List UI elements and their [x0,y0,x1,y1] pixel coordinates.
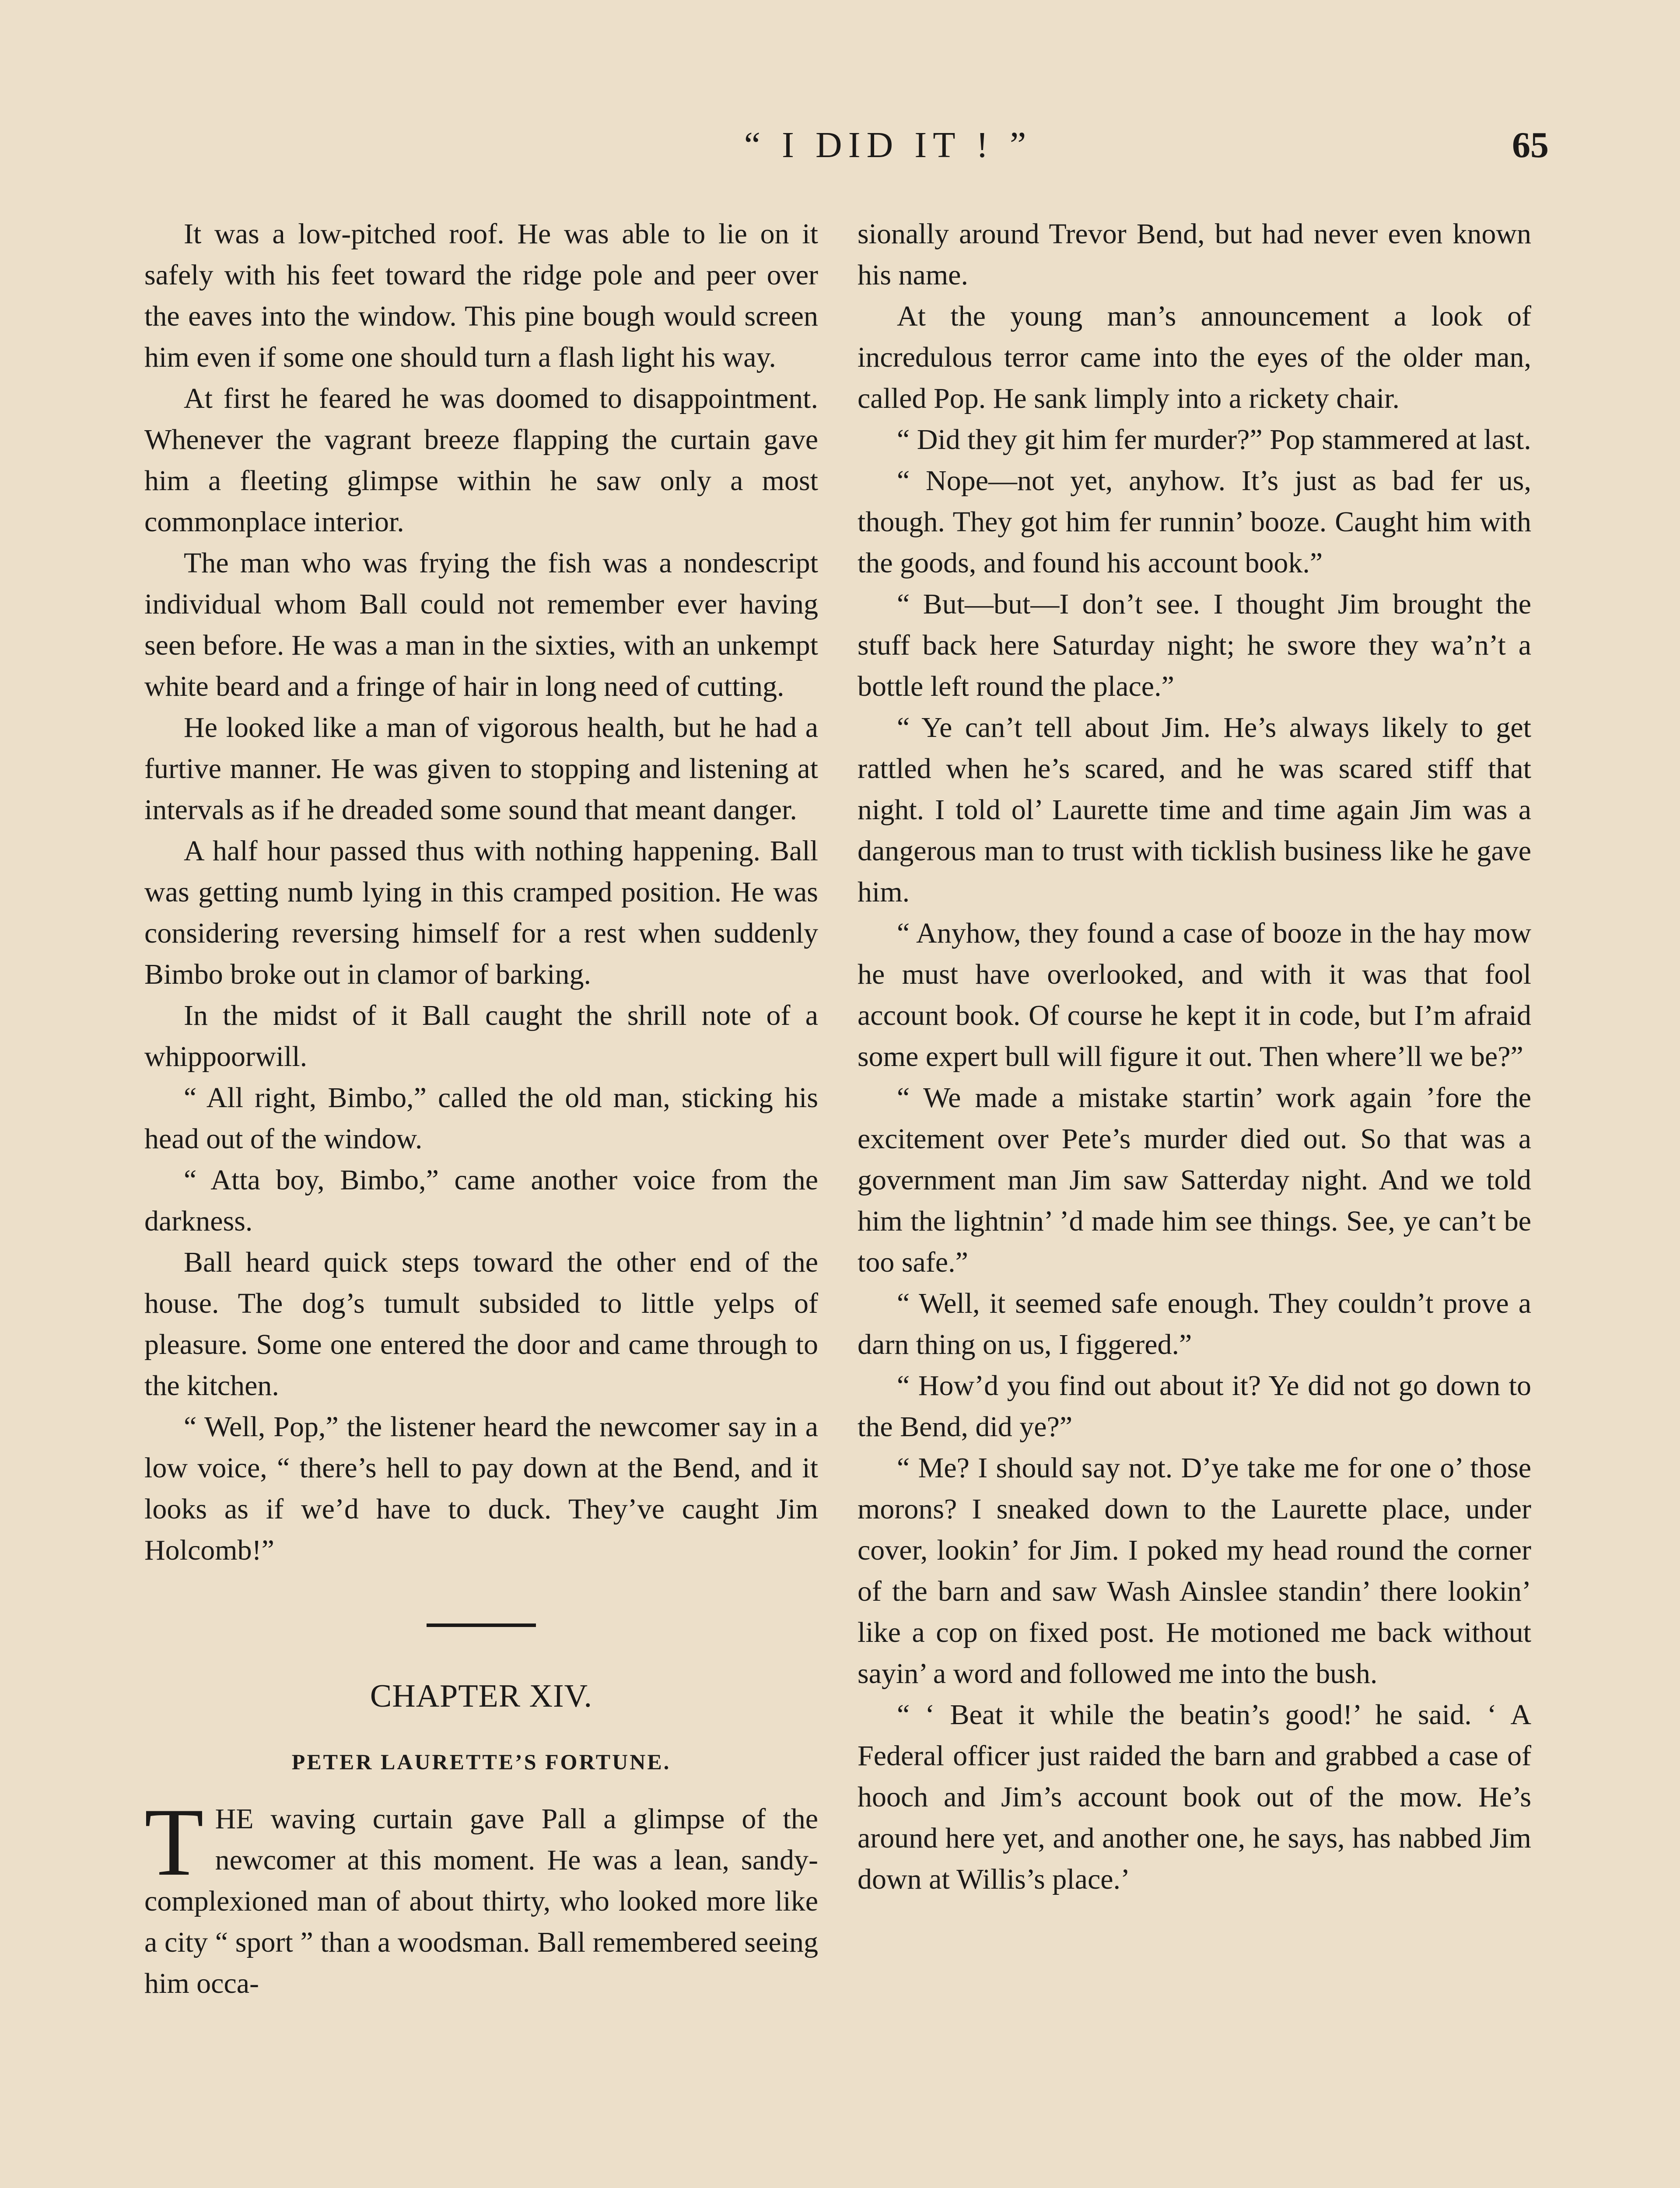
paragraph: “ But—but—I don’t see. I thought Jim brought the stuff back here Saturday night; he swore they wa’n’t a bottle left round the place.” [858,588,1531,702]
paragraph: “ Nope—not yet, anyhow. It’s just as bad fer us, though. They got him fer runnin’ booze. Caught him with the goods, and found his account book.” [858,465,1531,579]
section-divider [427,1623,536,1627]
paragraph: “ Did they git him fer murder?” Pop stammered at last. [897,424,1531,456]
paragraph: He looked like a man of vigorous health, but he had a furtive manner. He was given to stopping and listening at intervals as if he dreaded some sound that meant danger. [144,712,818,826]
paragraph: “ Well, it seemed safe enough. They couldn’t prove a darn thing on us, I figgered.” [858,1287,1531,1360]
paragraph: “ Atta boy, Bimbo,” came another voice from the darkness. [144,1164,818,1237]
paragraph: “ Well, Pop,” the listener heard the newcomer say in a low voice, “ there’s hell to pay down at the Bend, and it looks as if we’d have to duck. They’ve caught Jim Holcomb!” [144,1411,818,1566]
chapter-opening-text: HE waving curtain gave Pall a glimpse of the newcomer at this moment. He was a lean, sandy-complexioned man of about thirty, who looked more like a city “ sport ” than a woodsman. Ball remembered seeing him occa- [144,1803,818,1999]
paragraph: “ All right, Bimbo,” called the old man, sticking his head out of the window. [144,1082,818,1155]
drop-cap: T [144,1788,204,1896]
chapter-opening-paragraph [144,1788,818,2004]
paragraph: “ ‘ Beat it while the beatin’s good!’ he said. ‘ A Federal officer just raided the barn and grabbed a case of hooch and Jim’s account book out of the mow. He’s around here yet, and another one, he says, has nabbed Jim down at Willis’s place.’ [858,1699,1531,1895]
chapter-subtitle: PETER LAURETTE’S FORTUNE. [291,1750,671,1774]
paragraph: “ Anyhow, they found a case of booze in the hay mow he must have overlooked, and with it was that fool account book. Of course he kept it in code, but I’m afraid some expert bull will figure it out. Then where’ll we be?” [858,917,1531,1073]
paragraph: It was a low-pitched roof. He was able to lie on it safely with his feet toward the ridge pole and peer over the eaves into the window. This pine bough would screen him even if some one should turn a flash light his way. [144,218,818,373]
page-number: 65 [1512,125,1549,165]
paragraph: “ Me? I should say not. D’ye take me for one o’ those morons? I sneaked down to the Laurette place, under cover, lookin’ for Jim. I poked my head round the corner of the barn and saw Wash Ainslee standin’ there lookin’ like a cop on fixed post. He motioned me back without sayin’ a word and followed me into the bush. [858,1452,1531,1690]
running-head: “ I DID IT ! ” [744,125,1032,165]
paragraph: At the young man’s announcement a look of incredulous terror came into the eyes of the older man, called Pop. He sank limply into a rickety chair. [858,300,1531,414]
paragraph: “ Ye can’t tell about Jim. He’s always likely to get rattled when he’s scared, and he was scared stiff that night. I told ol’ Laurette time and time again Jim was a dangerous man to trust with ticklish business like he gave him. [858,712,1531,908]
paragraph: The man who was frying the fish was a nondescript individual whom Ball could not remember ever having seen before. He was a man in the sixties, with an unkempt white beard and a fringe of hair in long need of cutting. [144,547,818,702]
paragraph: A half hour passed thus with nothing happening. Ball was getting numb lying in this cramped position. He was considering reversing himself for a rest when suddenly Bimbo broke out in clamor of barking. [144,835,818,990]
paragraph: “ How’d you find out about it? Ye did not go down to the Bend, did ye?” [858,1370,1531,1443]
paragraph: In the midst of it Ball caught the shrill note of a whippoorwill. [144,999,818,1073]
paragraph: “ We made a mistake startin’ work again ’fore the excitement over Pete’s murder died out. So that was a government man Jim saw Satterday night. And we told him the lightnin’ ’d made him see things. See, ye can’t be too safe.” [858,1082,1531,1278]
paragraph: Ball heard quick steps toward the other end of the house. The dog’s tumult subsided to little yelps of pleasure. Some one entered the door and came through to the kitchen. [144,1246,818,1402]
paragraph: At first he feared he was doomed to disappointment. Whenever the vagrant breeze flapping the curtain gave him a fleeting glimpse within he saw only a most commonplace interior. [144,382,818,538]
chapter-heading: CHAPTER XIV. [370,1678,593,1714]
left-column [144,214,818,2004]
continued-paragraph: sionally around Trevor Bend, but had never even known his name. [858,218,1531,291]
right-column [858,214,1531,1900]
